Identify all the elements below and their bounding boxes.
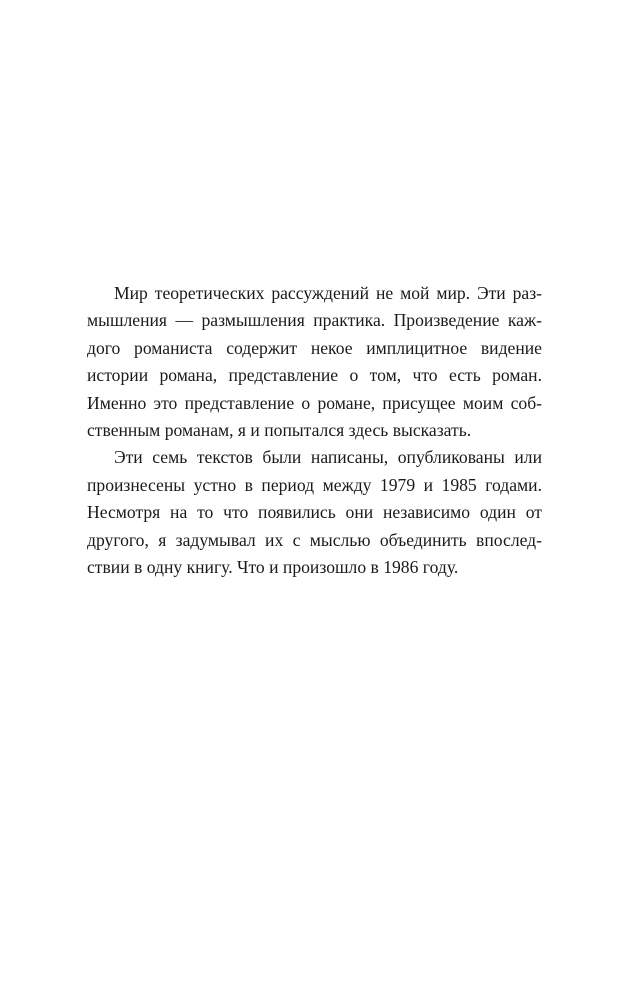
body-text (87, 280, 542, 581)
paragraph-line: Мир теоретических рассуждений не мой мир. Эти раз- (114, 283, 542, 303)
paragraph-line: истории романа, представление о том, что есть роман. (87, 365, 542, 386)
paragraph-line: произнесены устно в период между 1979 и 1985 годами. (87, 474, 542, 495)
paragraph-line: ствии в одну книгу. Что и произошло в 1986 году. (87, 556, 459, 577)
paragraph-line: Именно это представление о романе, присущее моим соб- (87, 392, 542, 413)
paragraph-line: Несмотря на то что появились они независимо один от (87, 502, 542, 523)
paragraph-line: дого романиста содержит некое имплицитное видение (87, 337, 542, 358)
paragraph-line: другого, я задумывал их с мыслью объединить впослед- (87, 529, 542, 550)
paragraph-2 (87, 444, 542, 581)
paragraph-line: Эти семь текстов были написаны, опубликованы или (114, 447, 542, 468)
paragraph-line: мышления — размышления практика. Произведение каж- (87, 310, 542, 331)
paragraph-line: ственным романам, я и попытался здесь высказать. (87, 419, 472, 440)
paragraph-1 (87, 280, 542, 444)
